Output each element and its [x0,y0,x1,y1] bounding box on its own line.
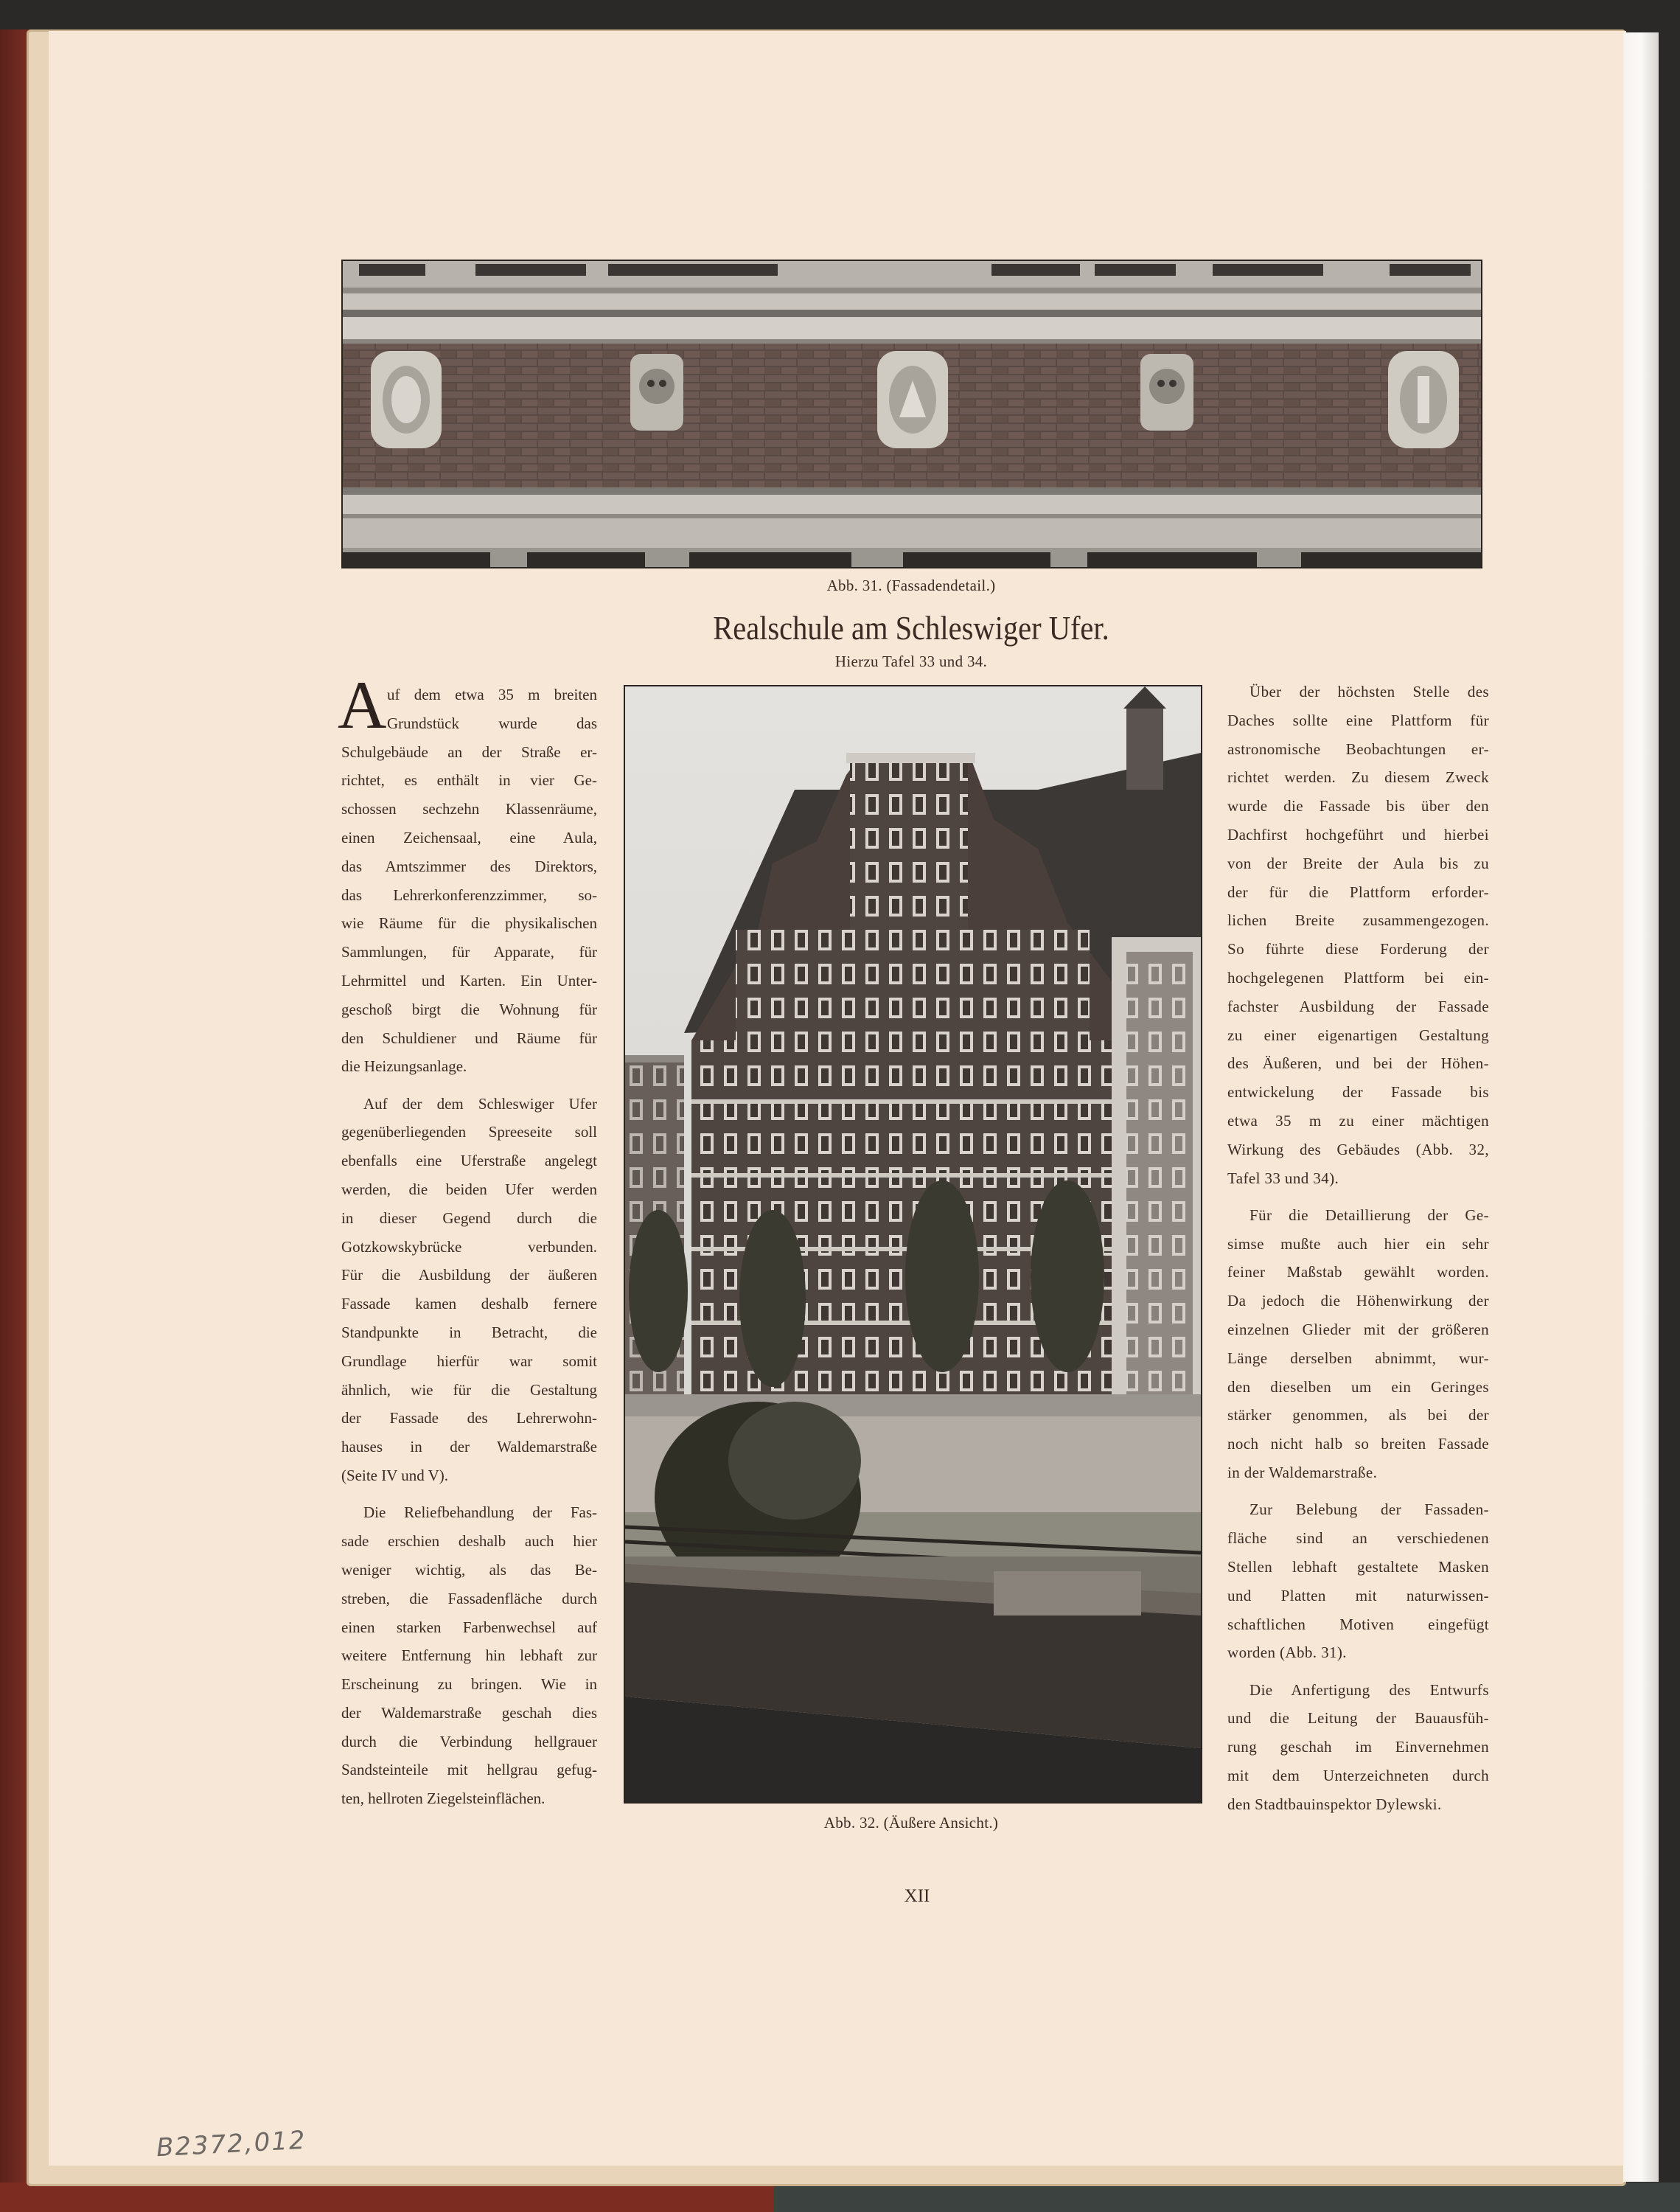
text-line: uf dem etwa 35 m breiten [387,686,597,703]
text-line: Standpunkte in Betracht, die [341,1324,597,1342]
text-line: stärker genommen, als bei der [1227,1406,1489,1425]
paragraph [1227,1495,1489,1667]
text-line: den Schuldiener und Räume für [341,1029,597,1047]
text-line: ebenfalls eine Uferstraße angelegt [341,1152,597,1170]
text-line: richtet, es enthält in vier Ge- [341,771,597,790]
text-line: von der Breite der Aula bis zu [1227,854,1489,872]
text-line: Wirkung des Gebäudes (Abb. 32, [1227,1140,1489,1158]
text-line: Stellen lebhaft gestaltete Masken [1227,1557,1489,1576]
text-line: des Äußeren, und bei der Höhen- [1227,1054,1489,1073]
text-line: der Fassade des Lehrerwohn- [341,1409,597,1427]
text-line: und Platten mit naturwissen- [1227,1586,1489,1604]
text-line: den Stadtbauinspektor Dylewski. [1227,1795,1442,1813]
text-line: schaftlichen Motiven eingefügt [1227,1615,1489,1633]
text-line: weitere Entfernung hin lebhaft zur [341,1646,597,1665]
text-line: Sandsteinteile mit hellgrau gefug- [341,1761,597,1779]
text-line: schossen sechzehn Klassenräume, [341,800,597,818]
text-line: Erscheinung zu bringen. Wie in [341,1675,597,1694]
figure-facade-detail-photo [341,260,1482,568]
drop-cap: A [338,667,387,742]
text-line: Fassade kamen deshalb fernere [341,1295,597,1313]
text-line: gegenüberliegenden Spreeseite soll [341,1123,597,1141]
article-subtitle: Hierzu Tafel 33 und 34. [834,653,988,670]
text-line: feiner Maßstab gewählt worden. [1227,1263,1489,1281]
text-line: fachster Ausbildung der Fassade [1227,997,1489,1015]
text-line: sade erschien deshalb auch hier [341,1532,597,1551]
text-line: einzelnen Glieder mit der größeren [1227,1321,1489,1339]
page-number: XII [904,1886,930,1906]
text-line: Länge derselben abnimmt, wur- [1227,1349,1489,1367]
text-line: (Seite IV und V). [341,1467,449,1485]
book-cover-cloth [774,2183,1680,2212]
paragraph [341,681,597,1081]
text-line: Die Anfertigung des Entwurfs [1249,1680,1489,1699]
text-line: fläche sind an verschiedenen [1227,1529,1489,1548]
figure-32-caption: Abb. 32. (Äußere Ansicht.) [823,1814,999,1832]
text-line: richtet werden. Zu diesem Zweck [1227,768,1489,787]
text-column-right [1227,678,1489,1827]
text-line: durch die Verbindung hellgrauer [341,1732,597,1750]
text-line: Dachfirst hochgeführt und hierbei [1227,825,1489,844]
text-line: Über der höchsten Stelle des [1249,683,1489,700]
text-line: den dieselben um ein Geringes [1227,1377,1489,1396]
text-line: die Heizungsanlage. [341,1057,467,1076]
text-line: noch nicht halb so breiten Fassade [1227,1435,1489,1453]
paragraph [1227,678,1489,1192]
text-line: mit dem Unterzeichneten durch [1227,1766,1489,1784]
text-line: Für die Detaillierung der Ge- [1249,1206,1489,1224]
text-line: rung geschah im Einvernehmen [1227,1738,1489,1756]
text-line: hauses in der Waldemarstraße [341,1438,597,1456]
text-line: in dieser Gegend durch die [341,1208,597,1227]
text-line: simse mußte auch hier ein sehr [1227,1234,1489,1253]
article-title: Realschule am Schleswiger Ufer. [713,610,1109,647]
text-line: etwa 35 m zu einer mächtigen [1227,1111,1489,1130]
page-edge-strip [1623,32,1659,2182]
text-line: hochgelegenen Plattform bei ein- [1227,968,1489,987]
text-line: ten, hellroten Ziegelsteinflächen. [341,1790,546,1808]
text-line: weniger wichtig, als das Be- [341,1560,597,1579]
figure-building-exterior-photo [624,685,1202,1804]
text-line: Die Reliefbehandlung der Fas- [363,1503,597,1522]
text-line: das Amtszimmer des Direktors, [341,857,597,875]
text-line: Zur Belebung der Fassaden- [1249,1500,1489,1519]
text-line: Sammlungen, für Apparate, für [341,943,597,961]
paragraph [341,1498,597,1813]
text-line: worden (Abb. 31). [1227,1644,1347,1662]
text-line: Da jedoch die Höhenwirkung der [1227,1292,1489,1310]
text-line: So führte diese Forderung der [1227,940,1489,959]
text-line: Tafel 33 und 34). [1227,1169,1339,1187]
text-line: und die Leitung der Bauausfüh- [1227,1709,1489,1728]
text-line: astronomische Beobachtungen er- [1227,740,1489,758]
text-line: wie Räume für die physikalischen [341,914,597,933]
text-line: lichen Breite zusammengezogen. [1227,911,1489,930]
text-line: in der Waldemarstraße. [1227,1464,1378,1482]
text-line: Daches sollte eine Plattform für [1227,711,1489,729]
handwritten-shelfmark: B2372,012 [156,2125,307,2163]
text-line: Grundstück wurde das [387,714,597,732]
text-line: das Lehrerkonferenzzimmer, so- [341,886,597,904]
text-line: geschoß birgt die Wohnung für [341,1000,597,1018]
text-line: der für die Plattform erforder- [1227,883,1489,901]
text-column-left [341,681,597,1822]
text-line: entwickelung der Fassade bis [1227,1083,1489,1102]
paragraph [341,1090,597,1490]
text-line: wurde die Fassade bis über den [1227,797,1489,815]
figure-31-caption: Abb. 31. (Fassadendetail.) [826,577,996,594]
paragraph [1227,1676,1489,1819]
text-line: werden, die beiden Ufer werden [341,1180,597,1199]
text-line: Schulgebäude an der Straße er- [341,742,597,761]
paragraph [1227,1201,1489,1487]
text-line: Für die Ausbildung der äußeren [341,1266,597,1284]
text-line: Lehrmittel und Karten. Ein Unter- [341,971,597,990]
text-line: Auf der dem Schleswiger Ufer [363,1094,597,1113]
text-line: Gotzkowskybrücke verbunden. [341,1237,597,1256]
text-line: zu einer eigenartigen Gestaltung [1227,1026,1489,1044]
text-line: einen starken Farbenwechsel auf [341,1618,597,1636]
text-line: ähnlich, wie für die Gestaltung [341,1380,597,1399]
text-line: Grundlage hierfür war somit [341,1352,597,1370]
text-line: der Waldemarstraße geschah dies [341,1703,597,1722]
text-line: einen Zeichensaal, eine Aula, [341,828,597,846]
text-line: streben, die Fassadenfläche durch [341,1589,597,1607]
